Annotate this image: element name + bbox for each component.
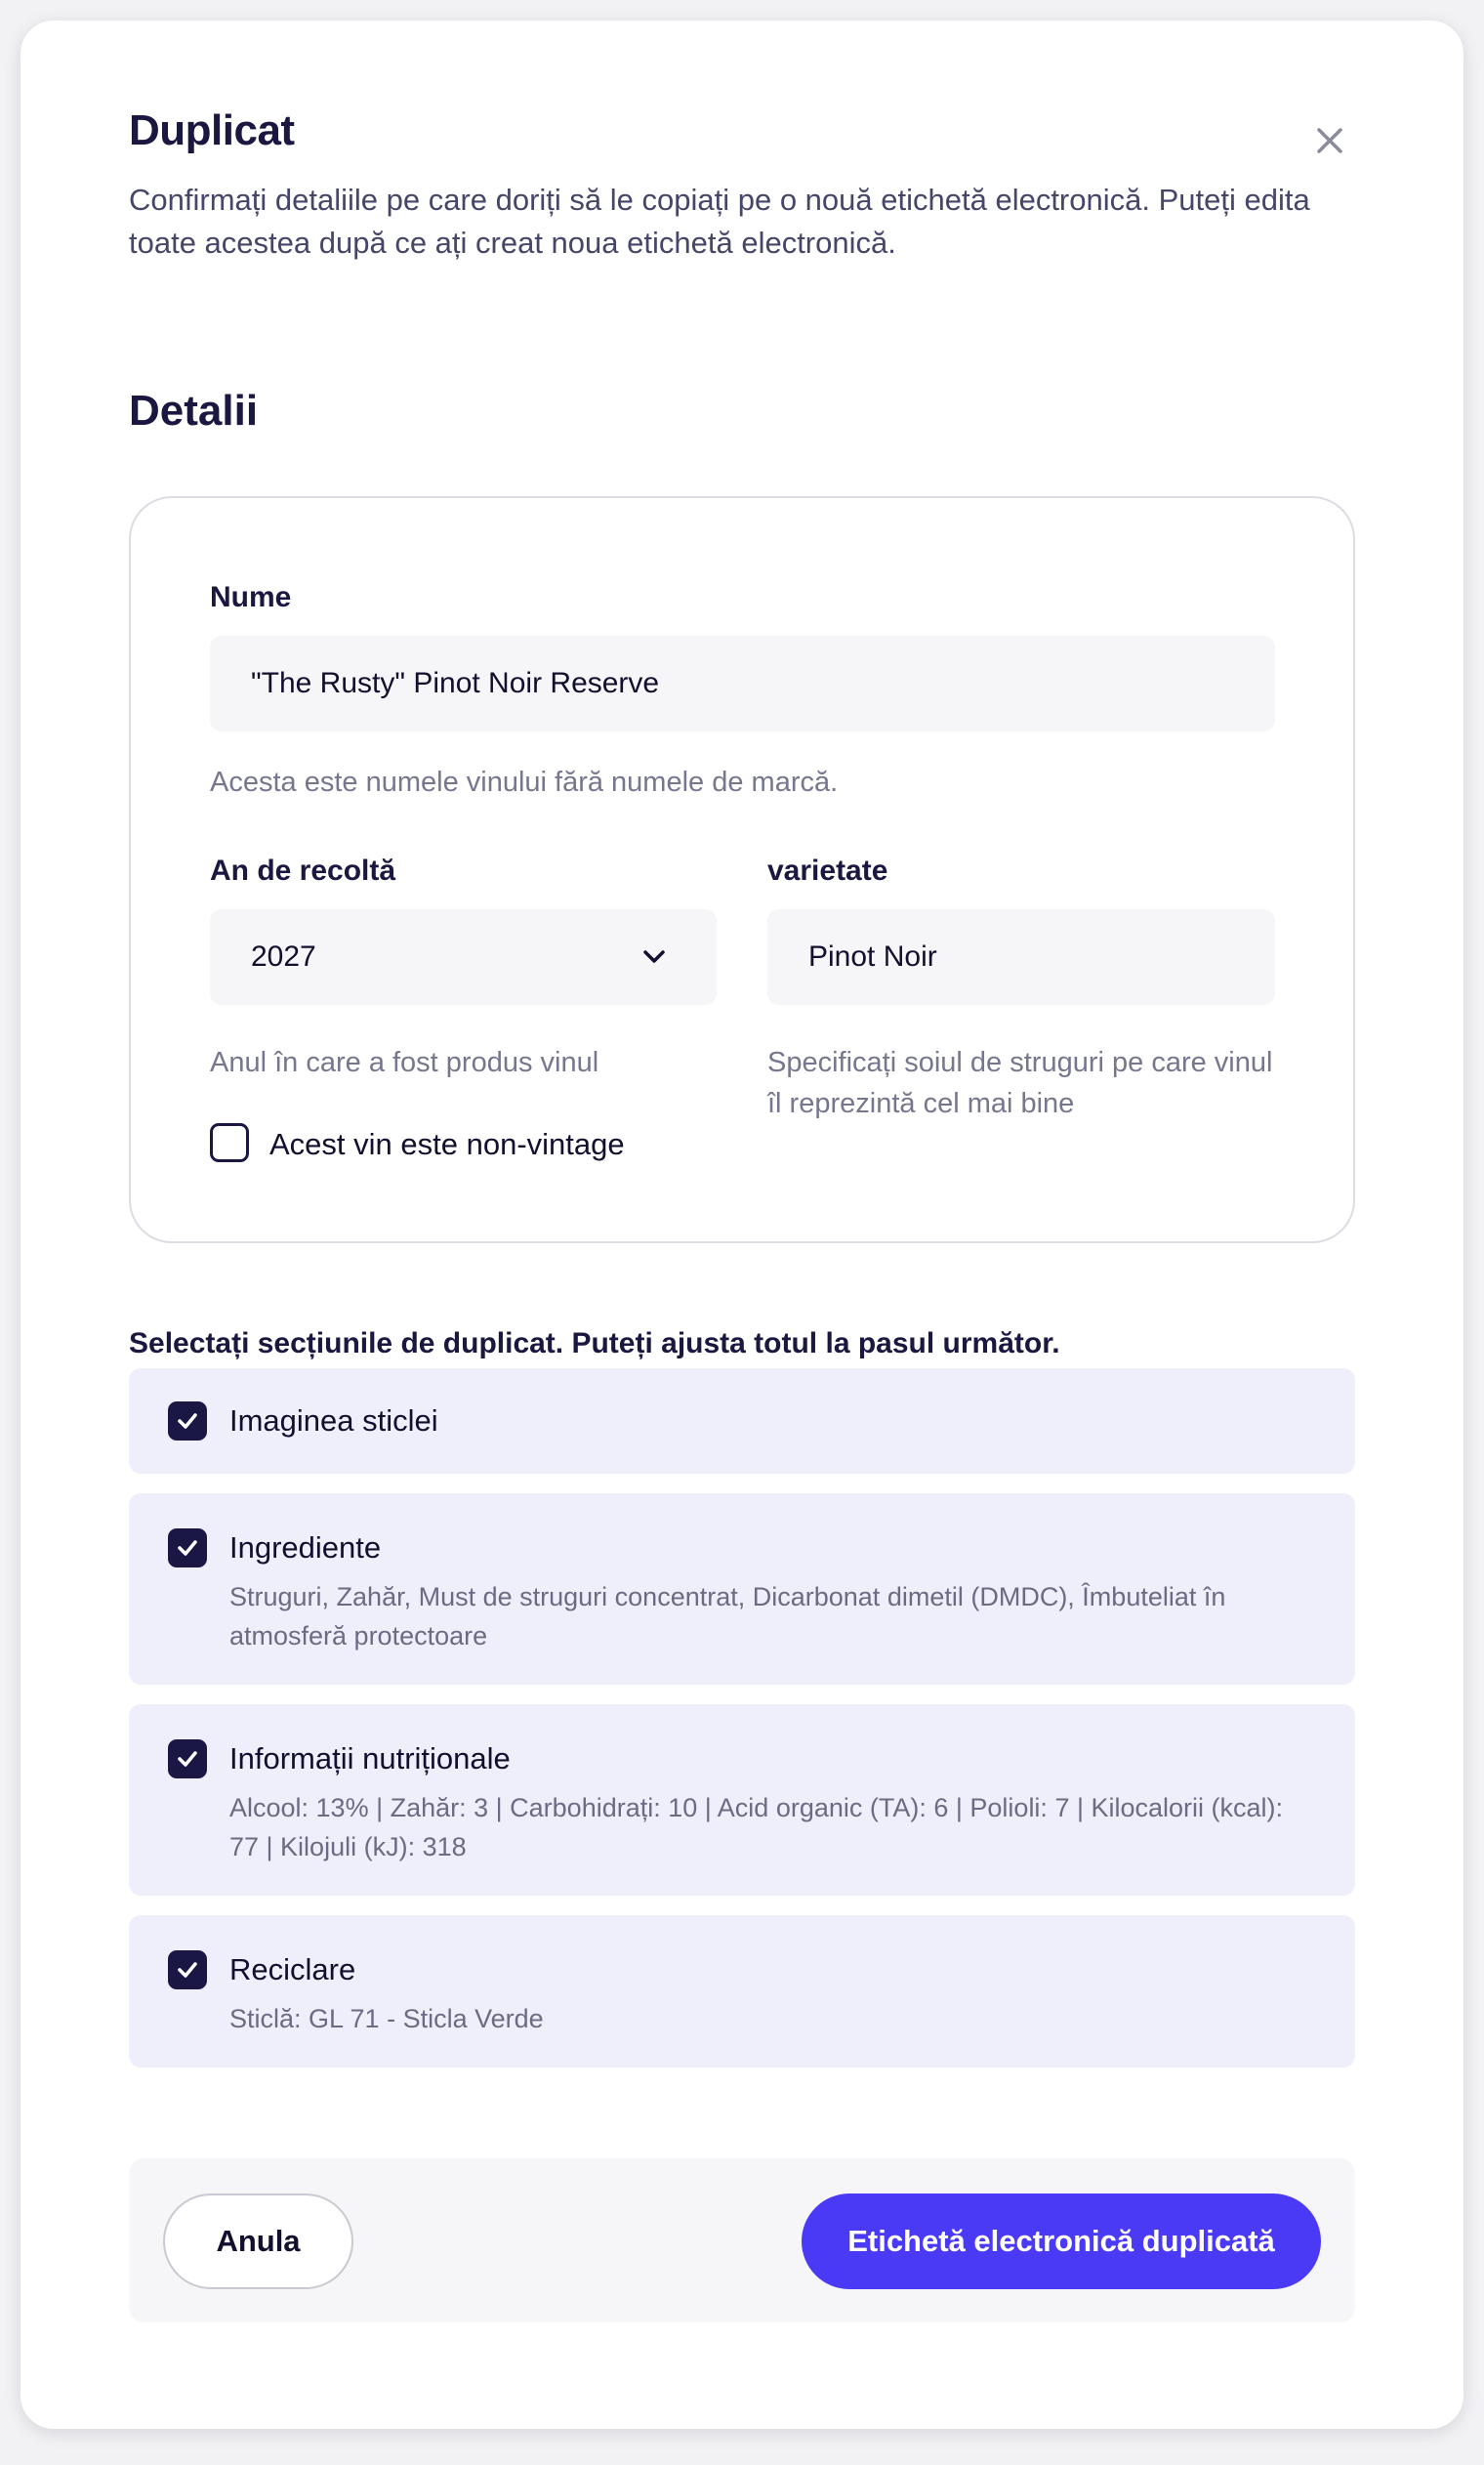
vintage-hint: Anul în care a fost produs vinul (210, 1047, 599, 1078)
ingredients-title: Ingrediente (229, 1530, 382, 1565)
variety-label: varietate (767, 855, 888, 887)
nutrition-title: Informații nutriționale (229, 1741, 511, 1776)
details-card (129, 496, 1355, 1243)
close-icon[interactable] (1307, 118, 1352, 163)
section-item-bottle-image[interactable] (129, 1368, 1355, 1474)
sections-prompt: Selectați secțiunile de duplicat. Puteți ajusta totul la pasul următor. (129, 1327, 1060, 1359)
details-title: Detalii (129, 387, 259, 435)
recycling-title: Reciclare (229, 1952, 356, 1986)
vintage-select[interactable] (210, 909, 717, 1005)
recycling-checkbox[interactable] (168, 1950, 207, 1989)
section-item-ingredients[interactable] (129, 1493, 1355, 1685)
nutrition-description: Alcool: 13% | Zahăr: 3 | Carbohidrați: 10 | Acid organic (TA): 6 | Polioli: 7 | Kilocalorii (kcal): 77 | Kilojuli (kJ): 318 (229, 1793, 1284, 1861)
vintage-select-value: 2027 (251, 940, 316, 973)
section-item-recycling[interactable] (129, 1915, 1355, 2068)
name-input-value: "The Rusty" Pinot Noir Reserve (251, 667, 660, 699)
nutrition-checkbox[interactable] (168, 1739, 207, 1778)
bottle-image-checkbox[interactable] (168, 1401, 207, 1441)
variety-input[interactable] (767, 909, 1275, 1005)
non-vintage-checkbox[interactable] (210, 1123, 249, 1162)
recycling-description: Sticlă: GL 71 - Sticla Verde (229, 2004, 544, 2033)
variety-input-value: Pinot Noir (808, 940, 937, 973)
name-input[interactable] (210, 636, 1275, 731)
variety-hint: Specificați soiul de struguri pe care vinul îl reprezintă cel mai bine (767, 1047, 1273, 1119)
cancel-button[interactable]: Anula (163, 2193, 353, 2289)
vintage-label: An de recoltă (210, 855, 396, 887)
section-item-nutrition[interactable] (129, 1704, 1355, 1896)
dialog-footer (129, 2158, 1355, 2322)
name-label: Nume (210, 581, 292, 613)
non-vintage-label: Acest vin este non-vintage (269, 1127, 625, 1161)
chevron-down-icon (639, 942, 669, 980)
dialog-subtitle: Confirmați detaliile pe care doriți să le copiați pe o nouă etichetă electronică. Puteți edita toate acestea după ce ați creat noua etichetă electronică. (129, 183, 1310, 260)
ingredients-checkbox[interactable] (168, 1528, 207, 1567)
name-hint: Acesta este numele vinului fără numele de marcă. (210, 767, 839, 798)
dialog-title: Duplicat (129, 106, 295, 154)
ingredients-description: Struguri, Zahăr, Must de struguri concentrat, Dicarbonat dimetil (DMDC), Îmbuteliat în atmosferă protectoare (229, 1582, 1226, 1650)
duplicate-dialog (21, 21, 1463, 2429)
bottle-image-title: Imaginea sticlei (229, 1403, 438, 1438)
duplicate-label-button[interactable]: Etichetă electronică duplicată (802, 2193, 1321, 2289)
